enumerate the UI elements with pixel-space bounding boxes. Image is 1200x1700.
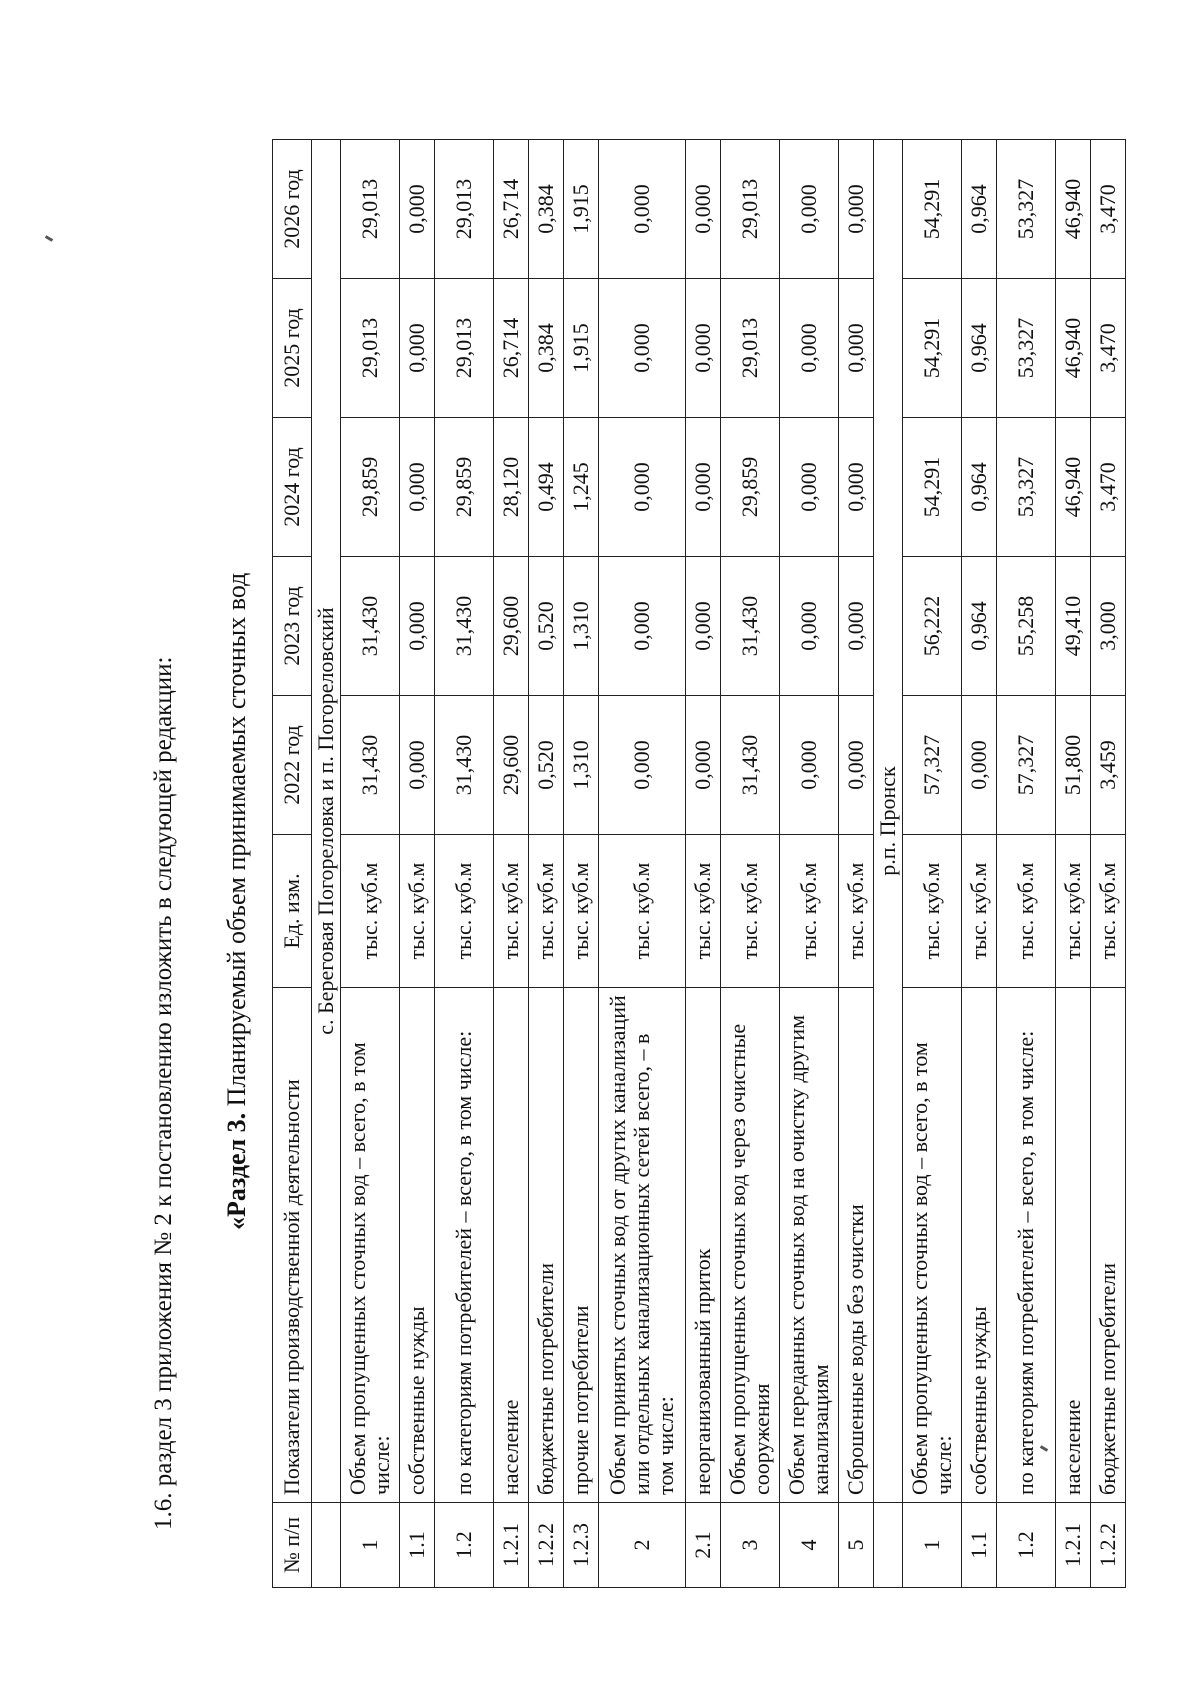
indicator-cell: Сброшенные воды без очистки bbox=[839, 988, 874, 1503]
value-cell: 29,600 bbox=[494, 557, 529, 696]
value-cell: 3,470 bbox=[1091, 140, 1126, 279]
value-cell: 0,000 bbox=[839, 557, 874, 696]
value-cell: 1,245 bbox=[564, 418, 599, 557]
unit-cell: тыс. куб.м bbox=[494, 835, 529, 988]
value-cell: 46,940 bbox=[1056, 140, 1091, 279]
value-cell: 0,000 bbox=[599, 696, 686, 835]
row-number-cell: 1.2.3 bbox=[564, 1503, 599, 1588]
unit-cell: тыс. куб.м bbox=[1091, 835, 1126, 988]
indicator-cell: по категориям потребителей – всего, в том числе: bbox=[997, 988, 1056, 1503]
section-title-rest: Планируемый объем принимаемых сточных вод bbox=[222, 572, 251, 1113]
value-cell: 54,291 bbox=[903, 140, 962, 279]
row-number-cell: 1 bbox=[903, 1503, 962, 1588]
value-cell: 29,600 bbox=[494, 696, 529, 835]
value-cell: 0,000 bbox=[686, 696, 721, 835]
value-cell: 1,310 bbox=[564, 557, 599, 696]
value-cell: 0,000 bbox=[686, 279, 721, 418]
table-row bbox=[780, 140, 839, 1588]
section-row bbox=[312, 140, 341, 1588]
indicator-cell: Объем пропущенных сточных вод – всего, в том числе: bbox=[341, 988, 400, 1503]
row-number-cell: 2 bbox=[599, 1503, 686, 1588]
value-cell: 3,459 bbox=[1091, 696, 1126, 835]
table-row bbox=[435, 140, 494, 1588]
value-cell: 29,859 bbox=[435, 418, 494, 557]
value-cell: 29,013 bbox=[721, 140, 780, 279]
unit-cell: тыс. куб.м bbox=[839, 835, 874, 988]
row-number-cell: 1.2.1 bbox=[494, 1503, 529, 1588]
row-number-cell: 5 bbox=[839, 1503, 874, 1588]
unit-cell: тыс. куб.м bbox=[903, 835, 962, 988]
section-spacer-cell bbox=[874, 1503, 903, 1588]
value-cell: 31,430 bbox=[721, 557, 780, 696]
row-number-cell: 3 bbox=[721, 1503, 780, 1588]
intro-text: 1.6. раздел 3 приложения № 2 к постановлению изложить в следующей редакции: bbox=[150, 656, 177, 1530]
row-number-cell: 1.1 bbox=[400, 1503, 435, 1588]
value-cell: 31,430 bbox=[341, 557, 400, 696]
value-cell: 0,964 bbox=[962, 557, 997, 696]
header-2026: 2026 год bbox=[273, 140, 312, 279]
value-cell: 0,000 bbox=[839, 140, 874, 279]
value-cell: 29,859 bbox=[341, 418, 400, 557]
value-cell: 51,800 bbox=[1056, 696, 1091, 835]
table-row bbox=[341, 140, 400, 1588]
value-cell: 46,940 bbox=[1056, 418, 1091, 557]
row-number-cell: 1 bbox=[341, 1503, 400, 1588]
value-cell: 0,000 bbox=[780, 557, 839, 696]
row-number-cell: 2.1 bbox=[686, 1503, 721, 1588]
header-num: № п/п bbox=[273, 1503, 312, 1588]
header-indicator: Показатели производственной деятельности bbox=[273, 988, 312, 1503]
table-row bbox=[400, 140, 435, 1588]
value-cell: 0,000 bbox=[686, 557, 721, 696]
value-cell: 0,000 bbox=[780, 418, 839, 557]
value-cell: 28,120 bbox=[494, 418, 529, 557]
value-cell: 0,000 bbox=[400, 279, 435, 418]
value-cell: 0,520 bbox=[529, 557, 564, 696]
value-cell: 46,940 bbox=[1056, 279, 1091, 418]
table-row bbox=[962, 140, 997, 1588]
value-cell: 53,327 bbox=[997, 140, 1056, 279]
indicator-cell: бюджетные потребители bbox=[1091, 988, 1126, 1503]
value-cell: 29,013 bbox=[435, 140, 494, 279]
value-cell: 54,291 bbox=[903, 279, 962, 418]
header-2023: 2023 год bbox=[273, 557, 312, 696]
value-cell: 0,000 bbox=[780, 279, 839, 418]
value-cell: 3,000 bbox=[1091, 557, 1126, 696]
indicator-cell: собственные нужды bbox=[962, 988, 997, 1503]
value-cell: 3,470 bbox=[1091, 279, 1126, 418]
unit-cell: тыс. куб.м bbox=[1056, 835, 1091, 988]
value-cell: 0,000 bbox=[686, 140, 721, 279]
value-cell: 0,964 bbox=[962, 418, 997, 557]
value-cell: 0,000 bbox=[962, 696, 997, 835]
value-cell: 0,000 bbox=[780, 696, 839, 835]
table-row bbox=[839, 140, 874, 1588]
row-number-cell: 4 bbox=[780, 1503, 839, 1588]
value-cell: 29,013 bbox=[341, 279, 400, 418]
section-spacer-cell bbox=[312, 1503, 341, 1588]
unit-cell: тыс. куб.м bbox=[529, 835, 564, 988]
unit-cell: тыс. куб.м bbox=[435, 835, 494, 988]
value-cell: 31,430 bbox=[341, 696, 400, 835]
value-cell: 56,222 bbox=[903, 557, 962, 696]
header-2024: 2024 год bbox=[273, 418, 312, 557]
value-cell: 3,470 bbox=[1091, 418, 1126, 557]
value-cell: 29,013 bbox=[435, 279, 494, 418]
value-cell: 0,000 bbox=[599, 418, 686, 557]
section-row bbox=[874, 140, 903, 1588]
value-cell: 0,000 bbox=[839, 418, 874, 557]
value-cell: 0,384 bbox=[529, 279, 564, 418]
value-cell: 53,327 bbox=[997, 418, 1056, 557]
table-row bbox=[686, 140, 721, 1588]
indicator-cell: Объем пропущенных сточных вод – всего, в том числе: bbox=[903, 988, 962, 1503]
value-cell: 0,384 bbox=[529, 140, 564, 279]
value-cell: 0,000 bbox=[686, 418, 721, 557]
value-cell: 55,258 bbox=[997, 557, 1056, 696]
unit-cell: тыс. куб.м bbox=[400, 835, 435, 988]
row-number-cell: 1.2 bbox=[435, 1503, 494, 1588]
value-cell: 0,000 bbox=[400, 140, 435, 279]
value-cell: 0,000 bbox=[599, 140, 686, 279]
row-number-cell: 1.2.2 bbox=[1091, 1503, 1126, 1588]
value-cell: 1,915 bbox=[564, 279, 599, 418]
value-cell: 0,000 bbox=[599, 557, 686, 696]
value-cell: 1,915 bbox=[564, 140, 599, 279]
indicator-cell: Объем переданных сточных вод на очистку другим канализациям bbox=[780, 988, 839, 1503]
value-cell: 0,000 bbox=[400, 557, 435, 696]
value-cell: 0,494 bbox=[529, 418, 564, 557]
unit-cell: тыс. куб.м bbox=[962, 835, 997, 988]
value-cell: 49,410 bbox=[1056, 557, 1091, 696]
unit-cell: тыс. куб.м bbox=[780, 835, 839, 988]
row-number-cell: 1.2.1 bbox=[1056, 1503, 1091, 1588]
section-title-cell: р.п. Пронск bbox=[874, 140, 903, 1503]
value-cell: 0,000 bbox=[780, 140, 839, 279]
value-cell: 0,000 bbox=[839, 696, 874, 835]
row-number-cell: 1.1 bbox=[962, 1503, 997, 1588]
table-row bbox=[494, 140, 529, 1588]
table-row bbox=[529, 140, 564, 1588]
value-cell: 29,013 bbox=[341, 140, 400, 279]
value-cell: 53,327 bbox=[997, 279, 1056, 418]
table-row bbox=[997, 140, 1056, 1588]
indicator-cell: Объем пропущенных сточных вод через очистные сооружения bbox=[721, 988, 780, 1503]
value-cell: 26,714 bbox=[494, 279, 529, 418]
value-cell: 54,291 bbox=[903, 418, 962, 557]
value-cell: 0,000 bbox=[400, 418, 435, 557]
value-cell: 31,430 bbox=[721, 696, 780, 835]
table-row bbox=[1056, 140, 1091, 1588]
value-cell: 0,520 bbox=[529, 696, 564, 835]
indicator-cell: бюджетные потребители bbox=[529, 988, 564, 1503]
section-title-prefix: «Раздел 3. bbox=[222, 1112, 251, 1230]
indicator-cell: население bbox=[494, 988, 529, 1503]
indicator-cell: прочие потребители bbox=[564, 988, 599, 1503]
table-row bbox=[1091, 140, 1126, 1588]
table-row bbox=[903, 140, 962, 1588]
header-unit: Ед. изм. bbox=[273, 835, 312, 988]
scan-speck bbox=[45, 235, 53, 242]
unit-cell: тыс. куб.м bbox=[341, 835, 400, 988]
table-row bbox=[721, 140, 780, 1588]
row-number-cell: 1.2 bbox=[997, 1503, 1056, 1588]
value-cell: 0,964 bbox=[962, 279, 997, 418]
unit-cell: тыс. куб.м bbox=[997, 835, 1056, 988]
value-cell: 1,310 bbox=[564, 696, 599, 835]
row-number-cell: 1.2.2 bbox=[529, 1503, 564, 1588]
value-cell: 0,000 bbox=[839, 279, 874, 418]
indicator-cell: собственные нужды bbox=[400, 988, 435, 1503]
indicator-cell: Объем принятых сточных вод от других канализаций или отдельных канализационных сетей всего, – в том числе: bbox=[599, 988, 686, 1503]
indicator-cell: неорганизованный приток bbox=[686, 988, 721, 1503]
table-row bbox=[564, 140, 599, 1588]
value-cell: 0,000 bbox=[599, 279, 686, 418]
header-2025: 2025 год bbox=[273, 279, 312, 418]
header-2022: 2022 год bbox=[273, 696, 312, 835]
table-body bbox=[312, 140, 1126, 1588]
section-title-cell: с. Береговая Погореловка и п. Погореловский bbox=[312, 140, 341, 1503]
value-cell: 0,964 bbox=[962, 140, 997, 279]
unit-cell: тыс. куб.м bbox=[564, 835, 599, 988]
value-cell: 0,000 bbox=[400, 696, 435, 835]
unit-cell: тыс. куб.м bbox=[599, 835, 686, 988]
table-row bbox=[599, 140, 686, 1588]
value-cell: 57,327 bbox=[997, 696, 1056, 835]
table-header-row bbox=[273, 140, 312, 1588]
value-cell: 29,013 bbox=[721, 279, 780, 418]
section-title bbox=[222, 573, 252, 1230]
value-cell: 29,859 bbox=[721, 418, 780, 557]
indicator-cell: население bbox=[1056, 988, 1091, 1503]
value-cell: 31,430 bbox=[435, 557, 494, 696]
value-cell: 57,327 bbox=[903, 696, 962, 835]
value-cell: 31,430 bbox=[435, 696, 494, 835]
unit-cell: тыс. куб.м bbox=[686, 835, 721, 988]
wastewater-table bbox=[272, 139, 1126, 1588]
indicator-cell: по категориям потребителей – всего, в том числе: bbox=[435, 988, 494, 1503]
unit-cell: тыс. куб.м bbox=[721, 835, 780, 988]
value-cell: 26,714 bbox=[494, 140, 529, 279]
